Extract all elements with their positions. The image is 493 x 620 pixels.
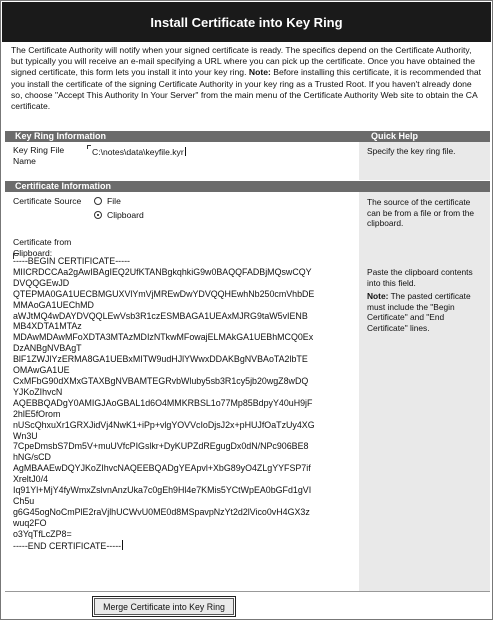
key-ring-file-label: Key Ring File Name — [13, 145, 65, 166]
quick-help-title: Quick Help — [371, 131, 419, 141]
certificate-section-title: Certificate Information — [15, 181, 112, 191]
page-title-text: Install Certificate into Key Ring — [150, 14, 343, 30]
paste-note-text: The pasted certificate must include the "Begin Certificate" and "End Certificate" lines. — [367, 291, 471, 333]
paste-note — [367, 291, 485, 333]
key-ring-file-value: C:\notes\data\keyfile.kyr — [92, 147, 184, 157]
intro-note-label: Note: — [248, 67, 271, 78]
key-ring-section-title: Key Ring Information — [15, 131, 107, 141]
text-cursor — [185, 147, 186, 156]
source-clipboard-radio[interactable] — [94, 211, 102, 219]
source-clipboard-label[interactable]: Clipboard — [107, 210, 144, 220]
page-title — [2, 2, 491, 42]
bottom-divider — [5, 591, 490, 592]
certificate-source-help: The source of the certificate can be from a file or from the clipboard. — [367, 197, 475, 228]
key-ring-section-header — [5, 131, 490, 142]
scroll-corner-mark — [87, 145, 91, 149]
key-ring-file-input[interactable] — [87, 145, 195, 157]
source-file-radio[interactable] — [94, 197, 102, 205]
certificate-section-header — [5, 181, 490, 192]
certificate-help-panel — [359, 192, 490, 591]
certificate-clipboard-label: Certificate from Clipboard: — [13, 237, 72, 258]
source-file-label[interactable]: File — [107, 196, 121, 206]
paste-note-label: Note: — [367, 291, 389, 301]
textarea-cursor — [122, 540, 123, 550]
key-ring-help-text: Specify the key ring file. — [367, 146, 456, 156]
certificate-source-label: Certificate Source — [13, 196, 82, 206]
certificate-text: -----BEGIN CERTIFICATE----- MIICRDCCAa2gAwIBAgIEQ2UfKTANBgkqhkiG9w0BAQQFADBjMQswCQY DVQQGEwJD QTEPMA0GA1UECBMGUXVlYmVjMREwDwYDVQQHEwhNb250cmVhbDE MMAoGA1UEChMD aWJtMQ4wDAYDVQQLEwVsb3R1czESMBAGA1UEAxMJRG9taW5vIENB MB4XDTA1MTAz MDAwMDAwMFoXDTA3MTAzMDIzNTkwMFowajELMAkGA1UEBhMCQ0Ex DzANBgNVBAgT BlF1ZWJlYzERMA8GA1UEBxMITW9udHJlYWwxDDAKBgNVBAoTA2lbTE OMAwGA1UE CxMFbG90dXMxGTAXBgNVBAMTEGRvbWluby5sb3R1cy5jb20wgZ8wDQ YJKoZIhvcN AQEBBQADgY0AMIGJAoGBAL1d6O4MMKRBSL1o77Mp85BdpyY40uH9jF 2hlE5fOrom nUScQhxuXr1GRXJidVj4NwK1+iPp+vlgYOVVcIoDjsJ2x+pHUJfOaTzUy4XG Wn3U 7CpeDmsbS7Dm5V+muUVfcPIGslkr+DyKUPZdREgugDx0dN/NPc906BE8 hNG/sCD AgMBAAEwDQYJKoZIhvcNAQEEBQADgYEApvl+XbG89yO4ZLgYYFSP7if XreltJ0/4 Iq91Yl+MjY4fyWmxZslvnAnzUka7c0gEh9Hl4e7KMis5YCtWpEA0bGFd1gVI Ch5u g6G45ogNoCmPlE2raVjlhUCWvU0ME0d8MSpavpNzYt2d2lVico0vH4GX3z wuq2FO o3YqTfLcZP8= -----END CERTIFICATE----- — [13, 256, 315, 551]
merge-certificate-button[interactable]: Merge Certificate into Key Ring — [94, 598, 234, 615]
paste-help-text: Paste the clipboard contents into this field. — [367, 267, 473, 288]
certificate-textarea[interactable] — [13, 256, 353, 582]
intro-text: The Certificate Authority will notify when your signed certificate is ready. The specifics depend on the Certificate Authority, but typically you will receive an e-mail specifying a URL where you can pick up the certificate. Once you have obtained the signed certificate, this form lets you install it into your key ring. — [11, 45, 475, 78]
intro-paragraph — [11, 45, 481, 112]
intro-note-text: Before installing this certificate, it is recommended that you install the certificate of the signing Certificate Authority in your key ring as a Trusted Root. If you haven't already done so, choose "Accept This Authority In Your Server" from the main menu of the Certificate Authority Web site to obtain the CA certificate. — [11, 67, 482, 112]
